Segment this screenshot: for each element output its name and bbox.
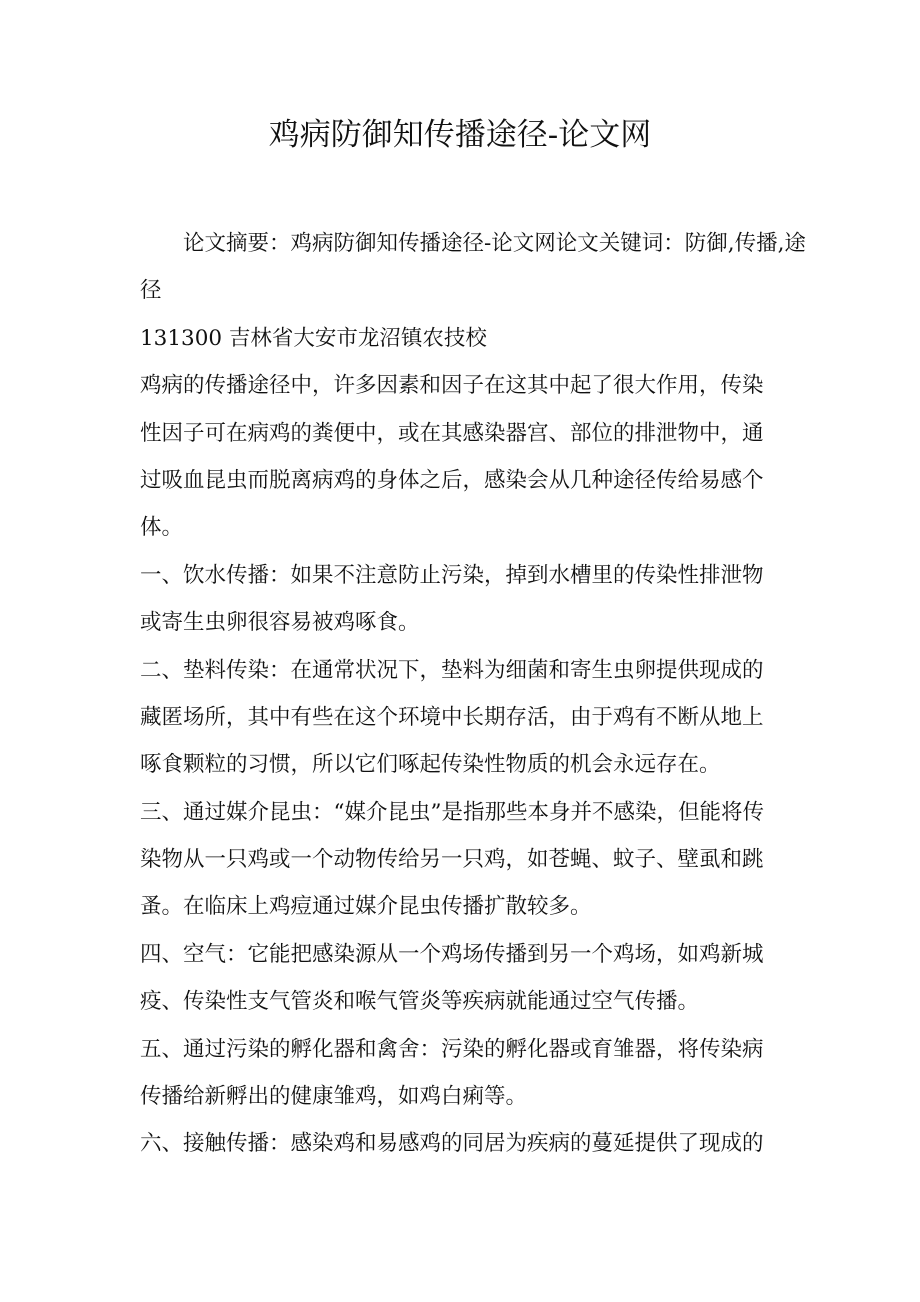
paragraph-line: 鸡病的传播途径中，许多因素和因子在这其中起了很大作用，传染 — [140, 373, 764, 399]
paragraph-line: 啄食颗粒的习惯，所以它们啄起传染性物质的机会永远存在。 — [140, 752, 721, 778]
paragraph-line: 传播给新孵出的健康雏鸡，如鸡白痢等。 — [140, 1084, 528, 1110]
paragraph-line: 藏匿场所，其中有些在这个环境中长期存活，由于鸡有不断从地上 — [140, 704, 764, 730]
paragraph-line: 二、垫料传染：在通常状况下，垫料为细菌和寄生虫卵提供现成的 — [140, 657, 764, 683]
paragraph-line: 一、饮水传播：如果不注意防止污染，掉到水槽里的传染性排泄物 — [140, 562, 764, 588]
paragraph-line: 过吸血昆虫而脱离病鸡的身体之后，感染会从几种途径传给易感个 — [140, 467, 764, 493]
paragraph-line: 四、空气：它能把感染源从一个鸡场传播到另一个鸡场，如鸡新城 — [140, 941, 764, 967]
paragraph-line: 染物从一只鸡或一个动物传给另一只鸡，如苍蝇、蚊子、壁虱和跳 — [140, 847, 764, 873]
paragraph-line: 六、接触传播：感染鸡和易感鸡的同居为疾病的蔓延提供了现成的 — [140, 1131, 764, 1157]
paragraph-line: 蚤。在临床上鸡痘通过媒介昆虫传播扩散较多。 — [140, 894, 592, 920]
author-address: 131300 吉林省大安市龙沼镇农技校 — [140, 325, 487, 351]
paragraph-line: 疫、传染性支气管炎和喉气管炎等疾病就能通过空气传播。 — [140, 989, 700, 1015]
abstract-line: 论文摘要：鸡病防御知传播途径-论文网论文关键词：防御,传播,途 — [183, 231, 806, 256]
paragraph-line: 或寄生虫卵很容易被鸡啄食。 — [140, 610, 420, 636]
document-body — [140, 220, 820, 1168]
document-title: 鸡病防御知传播途径-论文网 — [268, 117, 652, 153]
abstract-line: 径 — [140, 278, 162, 304]
paragraph-line: 三、通过媒介昆虫：“媒介昆虫”是指那些本身并不感染，但能将传 — [140, 799, 764, 825]
paragraph-line: 五、通过污染的孵化器和禽舍：污染的孵化器或育雏器，将传染病 — [140, 1036, 764, 1062]
paragraph-line: 性因子可在病鸡的粪便中，或在其感染器宫、部位的排泄物中，通 — [140, 420, 764, 446]
paragraph-line: 体。 — [140, 515, 184, 541]
